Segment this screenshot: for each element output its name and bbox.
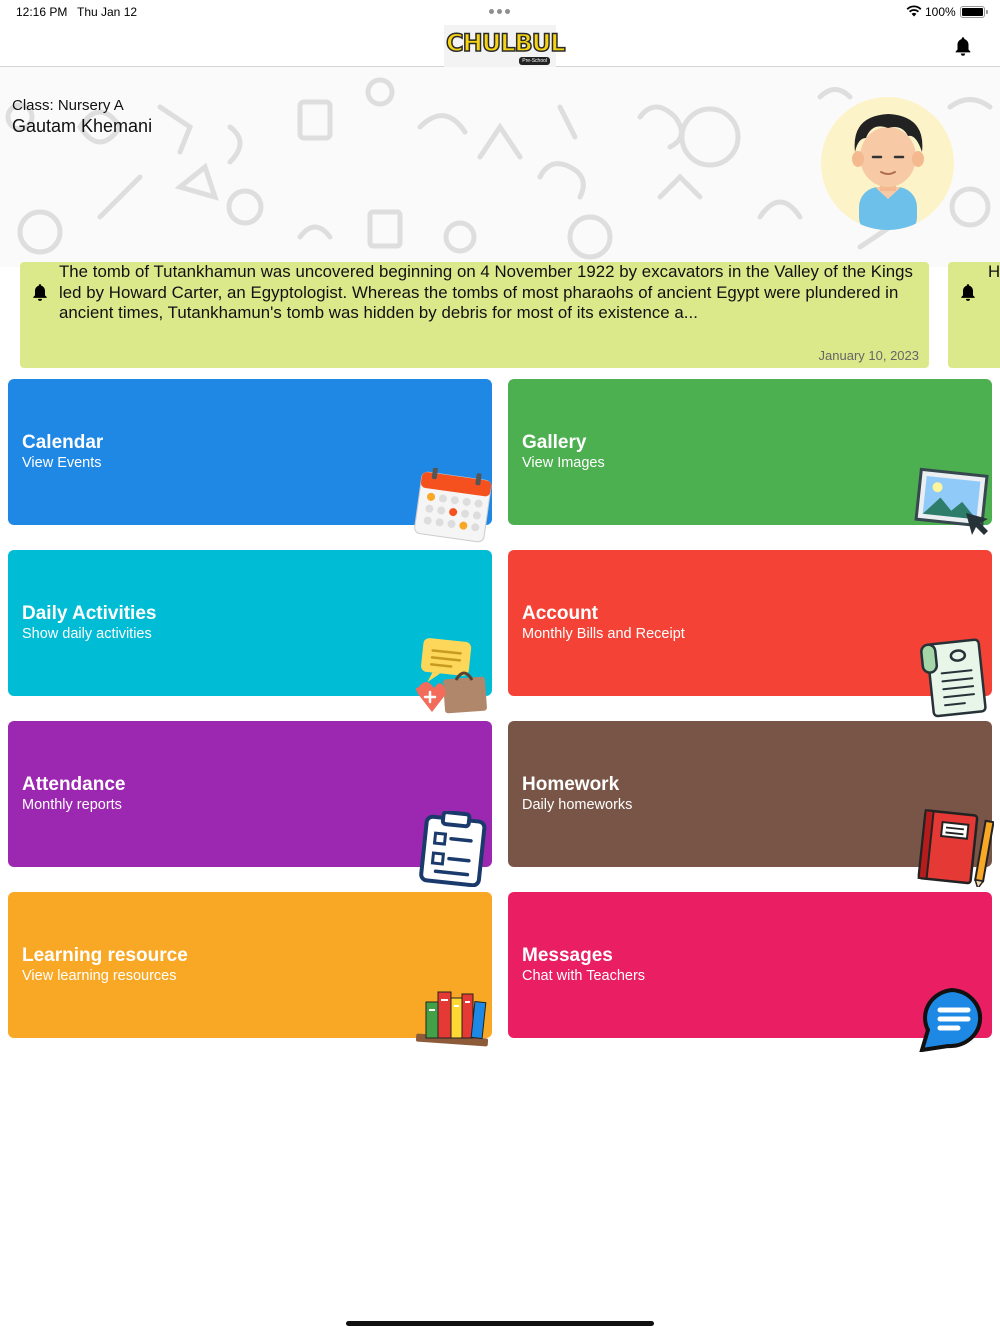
notice-bell-icon: [30, 281, 50, 303]
tile-subtitle: Monthly reports: [22, 797, 122, 813]
nav-bar: [0, 24, 1000, 67]
notice-text: The tomb of Tutankhamun was uncovered beginning on 4 November 1922 by excavators in the Valley of the Kings led by Howard Carter, an Egyptologist. Whereas the tombs of most pharaohs of ancient Egypt were plundered in ancient times, Tutankhamun's tomb was hidden by debris for most of its existence a...: [59, 262, 913, 323]
tile-subtitle: Chat with Teachers: [522, 968, 646, 984]
tile-subtitle: View learning resources: [22, 968, 177, 984]
chat-icon: [916, 986, 996, 1052]
tile-title: Homework: [522, 774, 620, 795]
child-avatar-icon: [821, 97, 954, 230]
activities-icon: [412, 636, 492, 716]
student-avatar[interactable]: [821, 97, 954, 230]
notification-bell-icon[interactable]: [952, 35, 974, 57]
logo-text: CHULBUL: [446, 29, 565, 57]
status-bar: [0, 0, 1000, 24]
tile-subtitle: Daily homeworks: [522, 797, 633, 813]
home-indicator[interactable]: [346, 1321, 654, 1326]
attendance-tile[interactable]: [8, 721, 492, 867]
notice-bell-icon: [958, 281, 978, 303]
notice-card-next[interactable]: [948, 262, 1000, 368]
tile-title: Messages: [522, 945, 613, 966]
tile-title: Daily Activities: [22, 603, 157, 624]
gallery-icon: [914, 467, 994, 543]
tile-title: Account: [522, 603, 598, 624]
battery-percentage: 100%: [925, 5, 956, 19]
books-icon: [414, 986, 494, 1052]
gallery-tile[interactable]: [508, 379, 992, 525]
student-name: Gautam Khemani: [12, 116, 153, 136]
battery-icon: [960, 6, 985, 18]
messages-tile[interactable]: [508, 892, 992, 1038]
notice-date: January 10, 2023: [818, 348, 919, 363]
daily-activities-tile[interactable]: [8, 550, 492, 696]
profile-header: [0, 67, 1000, 267]
tile-title: Gallery: [522, 432, 587, 453]
class-label: Class: Nursery A: [12, 97, 124, 114]
calendar-tile[interactable]: [8, 379, 492, 525]
homework-tile[interactable]: [508, 721, 992, 867]
notice-text: H: [988, 262, 1000, 281]
tile-title: Attendance: [22, 774, 126, 795]
tile-subtitle: View Events: [22, 455, 102, 471]
tile-subtitle: Show daily activities: [22, 626, 152, 642]
tile-subtitle: View Images: [522, 455, 605, 471]
clipboard-icon: [418, 811, 488, 887]
notebook-icon: [914, 807, 994, 887]
status-time: 12:16 PM: [16, 5, 68, 19]
learning-resource-tile[interactable]: [8, 892, 492, 1038]
receipt-icon: [920, 636, 990, 718]
notice-card[interactable]: [20, 262, 929, 368]
tile-title: Calendar: [22, 432, 104, 453]
calendar-icon: [414, 468, 492, 544]
status-date: Thu Jan 12: [77, 5, 138, 19]
tile-subtitle: Monthly Bills and Receipt: [522, 626, 685, 642]
multitasking-dots-icon[interactable]: [489, 9, 510, 14]
app-logo: [444, 25, 565, 67]
logo-subtitle: Pre-School: [519, 57, 550, 65]
wifi-icon: [906, 5, 922, 17]
tile-title: Learning resource: [22, 945, 188, 966]
account-tile[interactable]: [508, 550, 992, 696]
